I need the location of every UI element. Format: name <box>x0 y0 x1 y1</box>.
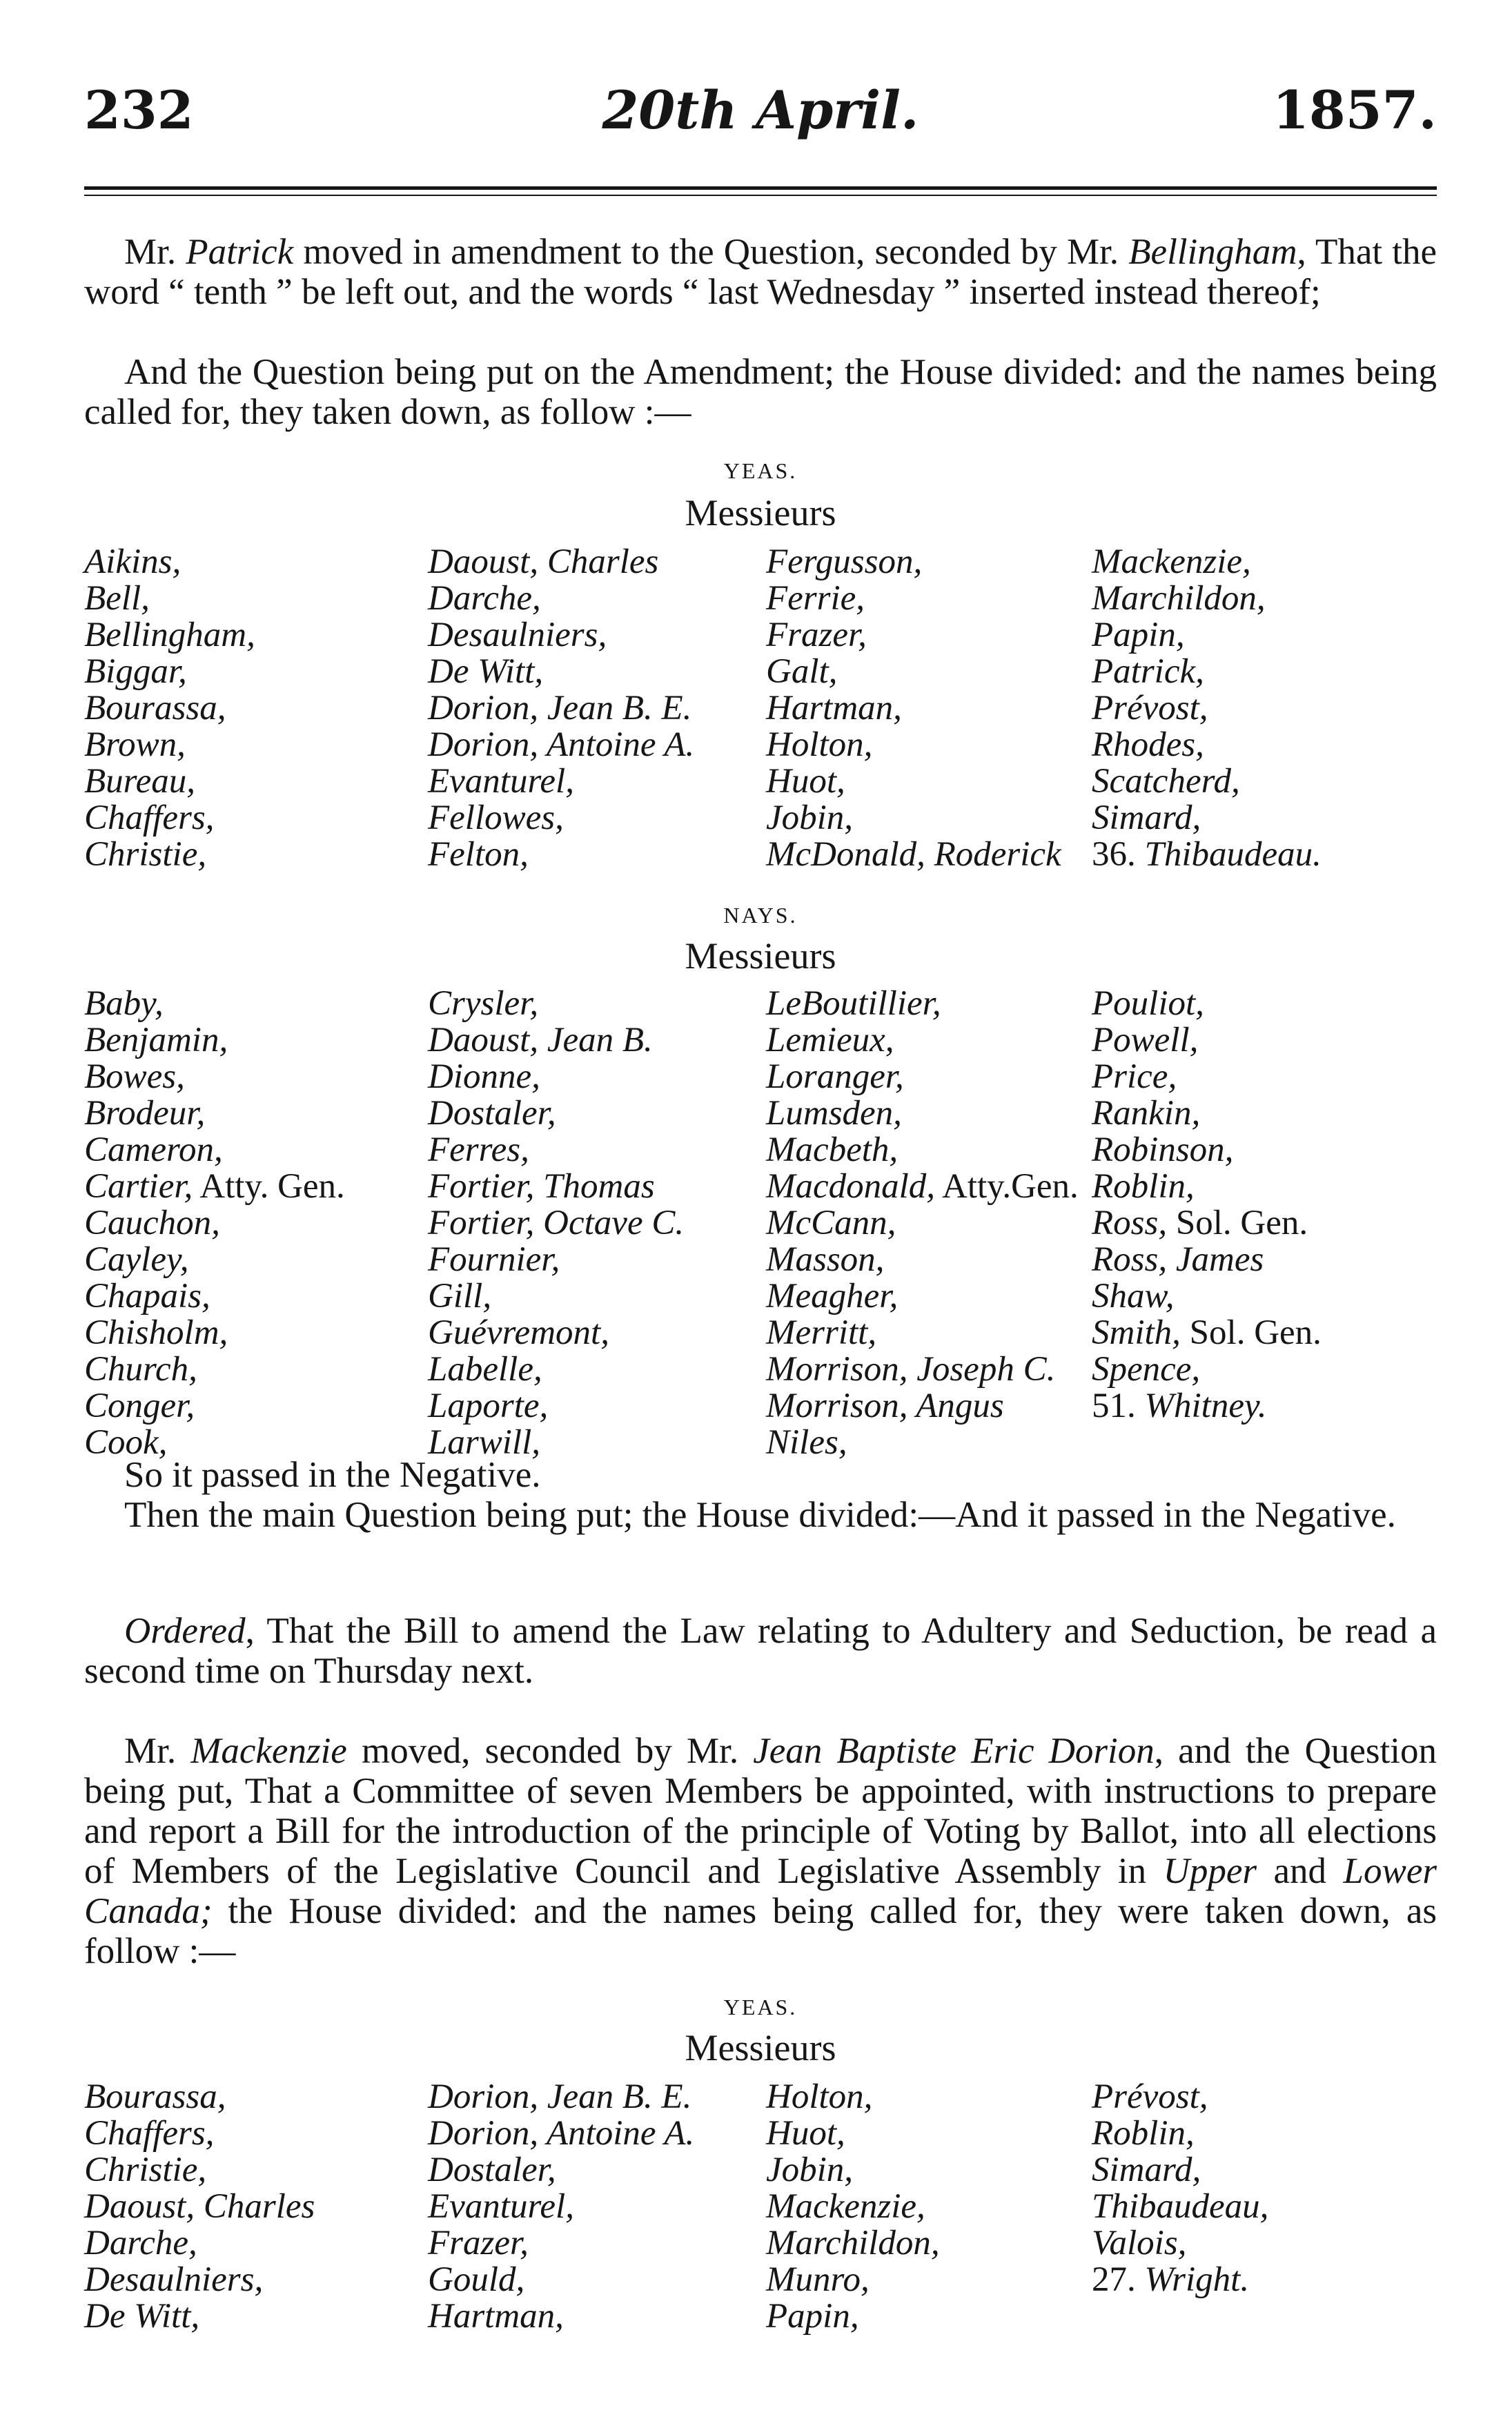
yeas-label: YEAS. <box>723 1995 798 2019</box>
member-name-entry: Ferrie, <box>766 579 865 618</box>
messieurs-label: Messieurs <box>685 935 836 977</box>
names-column <box>766 986 1079 1461</box>
member-name-entry: Daoust, Charles <box>428 542 659 581</box>
amendment-paragraph: Mr. Patrick moved in amendment to the Question, seconded by Mr. Bellingham, That the word “ tenth ” be left out, and the words “ last Wednesday ” inserted instead thereof; <box>84 232 1437 312</box>
member-name-entry: Darche, <box>84 2224 197 2262</box>
member-name-entry: Felton, <box>428 835 529 874</box>
member-name-entry: Niles, <box>766 1423 847 1462</box>
member-name-entry: Mackenzie, <box>1092 542 1251 581</box>
member-name-entry: Merritt, <box>766 1313 877 1352</box>
member-name-entry: Ross, James <box>1092 1240 1264 1279</box>
member-name-entry: Gould, <box>428 2260 525 2299</box>
member-name-entry: Jobin, <box>766 799 854 837</box>
member-name-entry: Hartman, <box>766 689 902 727</box>
member-name-entry: Ross, Sol. Gen. <box>1092 1204 1308 1242</box>
member-name-entry: Christie, <box>84 835 207 874</box>
member-name-entry: Jobin, <box>766 2151 854 2189</box>
member-name-entry: Chisholm, <box>84 1313 228 1352</box>
member-name-entry: Dostaler, <box>428 1094 556 1133</box>
member-name-entry: Rhodes, <box>1092 725 1204 764</box>
member-name: Jean Baptiste Eric Dorion <box>753 1731 1155 1771</box>
member-name-entry: Fournier, <box>428 1240 560 1279</box>
names-column <box>766 2079 940 2335</box>
member-name-entry: McDonald, Roderick <box>766 835 1061 874</box>
member-name-entry: Brodeur, <box>84 1094 206 1133</box>
member-name-entry: Fortier, Octave C. <box>428 1204 685 1242</box>
member-name-entry: Evanturel, <box>428 2187 574 2226</box>
member-name-entry: Evanturel, <box>428 762 574 801</box>
division-intro-paragraph: And the Question being put on the Amendment; the House divided: and the names being called for, they taken down, as follow :— <box>84 352 1437 432</box>
names-column <box>84 986 345 1461</box>
member-name-entry: Larwill, <box>428 1423 540 1462</box>
member-name-entry: Cook, <box>84 1423 168 1462</box>
main-question-paragraph: Then the main Question being put; the House divided:—And it passed in the Negative. <box>124 1495 1396 1535</box>
member-name-entry: Shaw, <box>1092 1277 1175 1315</box>
member-name-entry: Patrick, <box>1092 652 1204 691</box>
member-name-entry: Chaffers, <box>84 2114 215 2153</box>
page-year: 1857. <box>1273 79 1437 141</box>
member-name-entry: Biggar, <box>84 652 187 691</box>
member-name-entry: Prévost, <box>1092 2077 1208 2116</box>
member-name-entry: Dorion, Jean B. E. <box>428 689 692 727</box>
member-name-entry: Chapais, <box>84 1277 210 1315</box>
member-name-entry: Morrison, Angus <box>766 1387 1004 1425</box>
member-name-entry: Benjamin, <box>84 1021 228 1059</box>
header-rule-thick <box>84 186 1437 190</box>
page-header <box>84 76 1437 152</box>
member-name-entry: Robinson, <box>1092 1131 1234 1169</box>
member-name-entry: Chaffers, <box>84 799 215 837</box>
member-name: Bellingham <box>1128 232 1297 272</box>
member-name-entry: Conger, <box>84 1387 195 1425</box>
names-column <box>84 544 255 873</box>
member-name-entry: Desaulniers, <box>84 2260 264 2299</box>
nays-label: NAYS. <box>723 903 798 928</box>
member-name-entry: Holton, <box>766 2077 873 2116</box>
member-name-entry: Dostaler, <box>428 2151 556 2189</box>
member-name-entry: Papin, <box>1092 616 1185 654</box>
member-name-entry: Daoust, Charles <box>84 2187 315 2226</box>
member-name-entry: Cauchon, <box>84 1204 220 1242</box>
member-name-entry: Roblin, <box>1092 1167 1195 1206</box>
member-name-entry: Cameron, <box>84 1131 223 1169</box>
messieurs-label: Messieurs <box>685 2027 836 2068</box>
member-name-entry: Pouliot, <box>1092 984 1204 1023</box>
member-name-entry: Bell, <box>84 579 150 618</box>
member-name-entry: Darche, <box>428 579 541 618</box>
page-number: 232 <box>84 79 194 141</box>
member-name-entry: Holton, <box>766 725 873 764</box>
negative-paragraph: So it passed in the Negative. <box>124 1455 541 1495</box>
place-name: Upper <box>1163 1851 1257 1891</box>
member-name-entry: Hartman, <box>428 2297 564 2336</box>
member-name-entry: Christie, <box>84 2151 207 2189</box>
names-column <box>428 544 694 873</box>
place-name: Lower Canada; <box>84 1851 1437 1931</box>
member-name-entry: Marchildon, <box>1092 579 1266 618</box>
member-name-entry: Crysler, <box>428 984 539 1023</box>
member-name-entry: Baby, <box>84 984 164 1023</box>
names-column <box>428 986 684 1461</box>
names-column <box>766 544 1061 873</box>
member-name-entry: Rankin, <box>1092 1094 1201 1133</box>
member-name-entry: Lumsden, <box>766 1094 902 1133</box>
member-name-entry: Thibaudeau, <box>1092 2187 1269 2226</box>
member-name-entry: Guévremont, <box>428 1313 609 1352</box>
names-column <box>428 2079 694 2335</box>
member-name-entry: Dorion, Antoine A. <box>428 725 695 764</box>
member-name-entry: Bureau, <box>84 762 195 801</box>
ordered-word: Ordered <box>124 1611 246 1651</box>
member-name-entry: Huot, <box>766 2114 845 2153</box>
member-name-entry: Simard, <box>1092 2151 1201 2189</box>
page-date: 20th April. <box>602 79 919 141</box>
member-name-entry: Macbeth, <box>766 1131 899 1169</box>
member-name-entry: Labelle, <box>428 1350 542 1389</box>
member-name-entry: Prévost, <box>1092 689 1208 727</box>
member-name-entry: Frazer, <box>766 616 867 654</box>
member-name-entry: De Witt, <box>84 2297 200 2336</box>
member-name: Mackenzie <box>190 1731 347 1771</box>
member-name-entry: Daoust, Jean B. <box>428 1021 653 1059</box>
member-name-entry: De Witt, <box>428 652 544 691</box>
member-name-entry: Roblin, <box>1092 2114 1195 2153</box>
member-name-entry: Galt, <box>766 652 838 691</box>
member-name-entry: Lemieux, <box>766 1021 894 1059</box>
names-column <box>84 2079 315 2335</box>
member-name-entry: Desaulniers, <box>428 616 607 654</box>
member-name-entry: Spence, <box>1092 1350 1201 1389</box>
member-name-entry: Dionne, <box>428 1057 540 1096</box>
member-name-entry: Church, <box>84 1350 197 1389</box>
member-name-entry: Frazer, <box>428 2224 529 2262</box>
member-name-entry: Mackenzie, <box>766 2187 925 2226</box>
member-name-entry: Huot, <box>766 762 845 801</box>
member-name-entry: Bowes, <box>84 1057 185 1096</box>
member-name-entry: LeBoutillier, <box>766 984 941 1023</box>
member-name-entry: 51. Whitney. <box>1092 1387 1267 1425</box>
member-name-entry: Fellowes, <box>428 799 564 837</box>
member-name-entry: Cayley, <box>84 1240 189 1279</box>
member-name-entry: Dorion, Jean B. E. <box>428 2077 692 2116</box>
member-name-entry: Bourassa, <box>84 2077 226 2116</box>
member-name-entry: Valois, <box>1092 2224 1187 2262</box>
member-name-entry: 36. Thibaudeau. <box>1092 835 1322 874</box>
member-name-entry: Macdonald, Atty.Gen. <box>766 1167 1079 1206</box>
member-name-entry: Aikins, <box>84 542 181 581</box>
member-name-entry: Smith, Sol. Gen. <box>1092 1313 1322 1352</box>
member-name-entry: Fergusson, <box>766 542 923 581</box>
header-rule-thin <box>84 195 1437 196</box>
member-name-entry: Munro, <box>766 2260 870 2299</box>
member-name-entry: Fortier, Thomas <box>428 1167 655 1206</box>
member-name-entry: Laporte, <box>428 1387 549 1425</box>
member-name-entry: Meagher, <box>766 1277 899 1315</box>
member-name-entry: Scatcherd, <box>1092 762 1240 801</box>
member-name-entry: Masson, <box>766 1240 885 1279</box>
names-column <box>1092 544 1322 873</box>
ballot-motion-paragraph: Mr. Mackenzie moved, seconded by Mr. Jean Baptiste Eric Dorion, and the Question being put, That a Committee of seven Members be appointed, with instructions to prepare and report a Bill for the introduction of the principle of Voting by Ballot, into all elections of Members of the Legislative Council and Legislative Assembly in Upper and Lower Canada; the House divided: and the names being called for, they were taken down, as follow :— <box>84 1731 1437 1971</box>
member-name-entry: Powell, <box>1092 1021 1199 1059</box>
member-name-entry: Gill, <box>428 1277 492 1315</box>
member-name-entry: Loranger, <box>766 1057 904 1096</box>
member-name-entry: Morrison, Joseph C. <box>766 1350 1056 1389</box>
member-name-entry: 27. Wright. <box>1092 2260 1250 2299</box>
names-column <box>1092 986 1322 1425</box>
messieurs-label: Messieurs <box>685 492 836 534</box>
names-column <box>1092 2079 1268 2298</box>
member-name-entry: Ferres, <box>428 1131 529 1169</box>
member-name-entry: Marchildon, <box>766 2224 940 2262</box>
member-name-entry: Bellingham, <box>84 616 255 654</box>
member-name-entry: McCann, <box>766 1204 896 1242</box>
member-name-entry: Price, <box>1092 1057 1177 1096</box>
ordered-paragraph: Ordered, That the Bill to amend the Law relating to Adultery and Seduction, be read a second time on Thursday next. <box>84 1611 1437 1691</box>
member-name-entry: Dorion, Antoine A. <box>428 2114 695 2153</box>
member-name-entry: Papin, <box>766 2297 859 2336</box>
member-name-entry: Cartier, Atty. Gen. <box>84 1167 345 1206</box>
member-name-entry: Brown, <box>84 725 186 764</box>
member-name-entry: Simard, <box>1092 799 1201 837</box>
member-name-entry: Bourassa, <box>84 689 226 727</box>
member-name: Patrick <box>186 232 294 272</box>
yeas-label: YEAS. <box>723 458 798 483</box>
